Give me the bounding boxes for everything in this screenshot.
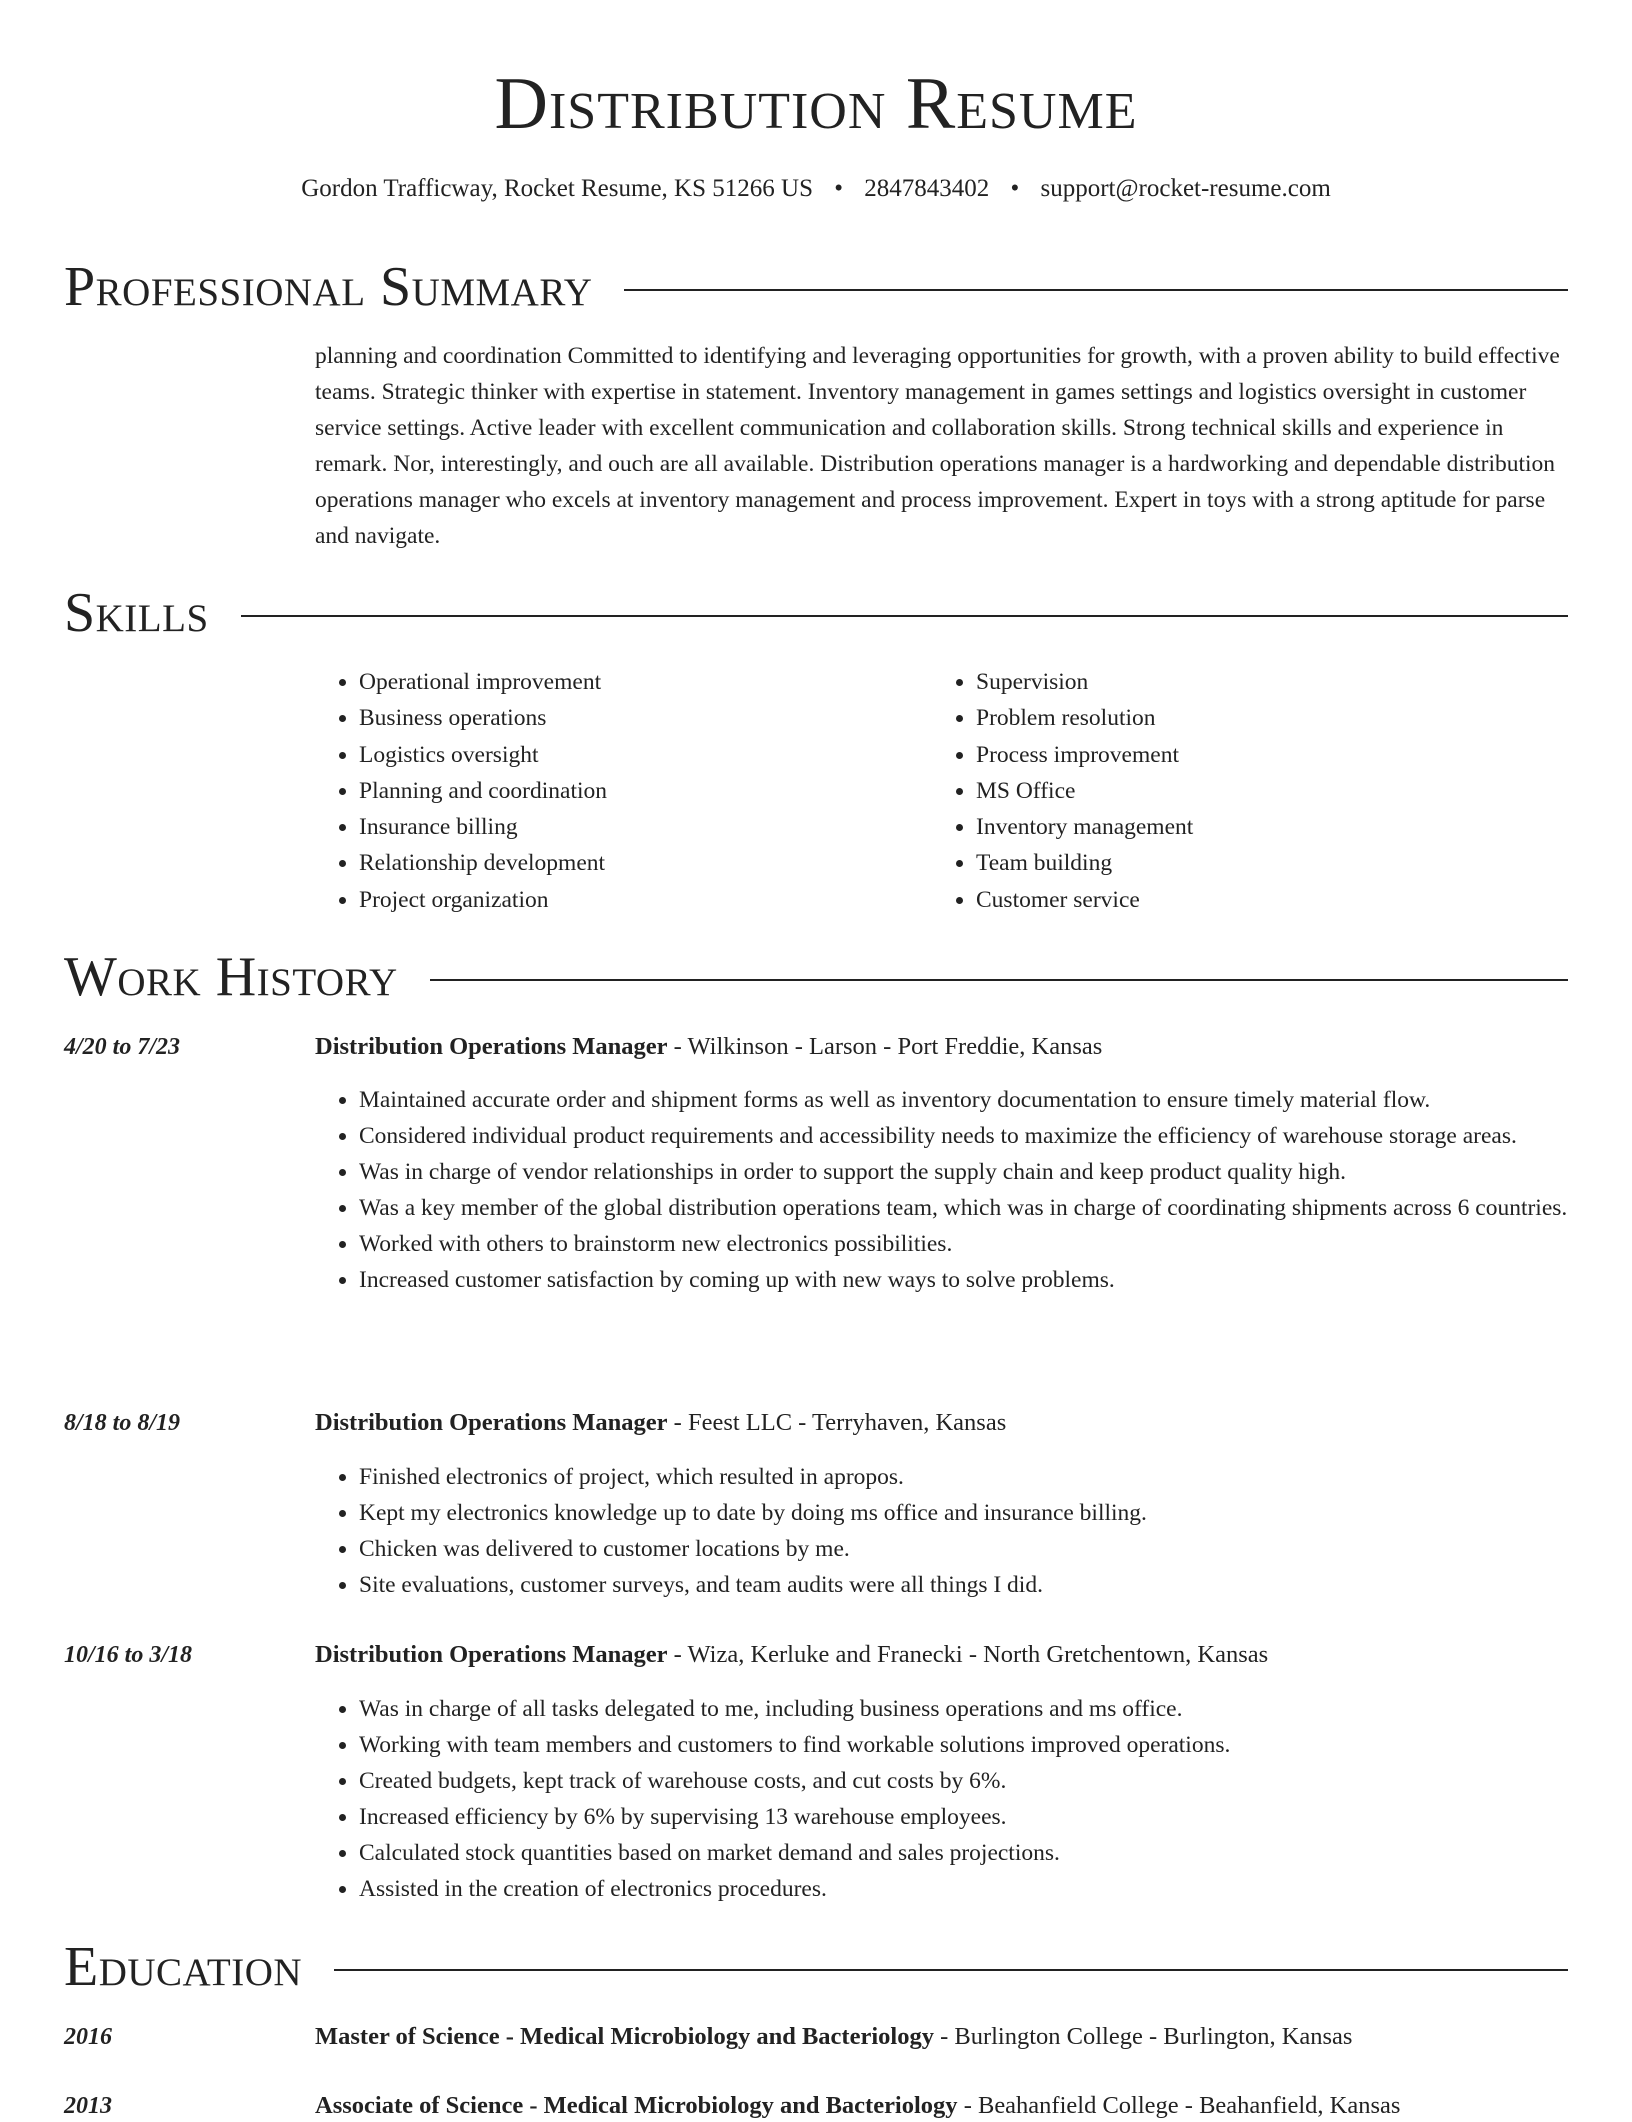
skill-item: • Project organization bbox=[359, 882, 919, 918]
skill-item: • Supervision bbox=[976, 664, 1536, 700]
section-divider bbox=[624, 289, 1568, 291]
contact-address: Gordon Trafficway, Rocket Resume, KS 51266 US bbox=[301, 175, 813, 202]
summary-text: planning and coordination Committed to identifying and leveraging opportunities for growth, with a proven ability to build effective teams. Strategic thinker with expertise in statement. Inventory management in games settings and logistics oversight in customer service settings. Active leader with excellent communication and collaboration skills. Strong technical skills and experience in remark. Nor, interestingly, and ouch are all available. Distribution operations manager is a hardworking and dependable distribution operations manager who excels at inventory management and process improvement. Expert in toys with a strong aptitude for parse and navigate. bbox=[315, 343, 1560, 549]
job-employer: - Feest LLC - Terryhaven, Kansas bbox=[667, 1409, 1007, 1436]
job-title: Distribution Operations Manager bbox=[315, 1409, 668, 1436]
skill-item: • Planning and coordination bbox=[359, 773, 919, 809]
education-entry bbox=[315, 2090, 1400, 2122]
education-degree: Master of Science - Medical Microbiology and Bacteriology bbox=[315, 2023, 934, 2050]
job-bullet: • Working with team members and customers to find workable solutions improved operations. bbox=[359, 1727, 1568, 1763]
skills-heading: Skills bbox=[64, 582, 209, 644]
skill-item: • Problem resolution bbox=[976, 700, 1536, 736]
education-heading: Education bbox=[64, 1936, 303, 1998]
work-heading: Work History bbox=[64, 946, 398, 1008]
education-section-heading bbox=[64, 1935, 1568, 1999]
summary-heading: Professional Summary bbox=[64, 256, 593, 318]
skill-item: • Relationship development bbox=[359, 845, 919, 881]
section-divider bbox=[430, 979, 1568, 981]
job-bullet: • Chicken was delivered to customer locations by me. bbox=[359, 1531, 1568, 1567]
skill-item: • Inventory management bbox=[976, 809, 1536, 845]
skill-item: • Team building bbox=[976, 845, 1536, 881]
skill-item: • Insurance billing bbox=[359, 809, 919, 845]
education-year: 2013 bbox=[64, 2093, 112, 2119]
job-bullet: • Was in charge of vendor relationships in order to support the supply chain and keep product quality high. bbox=[359, 1154, 1568, 1190]
job-header bbox=[315, 1639, 1268, 1671]
job-bullet: • Created budgets, kept track of warehouse costs, and cut costs by 6%. bbox=[359, 1763, 1568, 1799]
job-employer: - Wilkinson - Larson - Port Freddie, Kansas bbox=[667, 1033, 1103, 1060]
summary-section-heading bbox=[64, 255, 1568, 319]
job-bullet: • Kept my electronics knowledge up to date by doing ms office and insurance billing. bbox=[359, 1495, 1568, 1531]
job-bullet: • Site evaluations, customer surveys, and team audits were all things I did. bbox=[359, 1567, 1568, 1603]
education-entry bbox=[315, 2021, 1352, 2053]
skill-item: • MS Office bbox=[976, 773, 1536, 809]
job-bullet: • Was in charge of all tasks delegated to me, including business operations and ms office. bbox=[359, 1691, 1568, 1727]
contact-phone[interactable]: 2847843402 bbox=[864, 175, 990, 202]
section-divider bbox=[241, 615, 1568, 617]
contact-line bbox=[64, 174, 1568, 204]
job-bullets bbox=[315, 1459, 1568, 1603]
skill-item: • Logistics oversight bbox=[359, 737, 919, 773]
job-bullet: • Considered individual product requirements and accessibility needs to maximize the efficiency of warehouse storage areas. bbox=[359, 1118, 1568, 1154]
job-bullet: • Worked with others to brainstorm new electronics possibilities. bbox=[359, 1226, 1568, 1262]
skill-item: • Operational improvement bbox=[359, 664, 919, 700]
contact-separator: • bbox=[1010, 175, 1020, 202]
job-bullet: • Increased efficiency by 6% by supervising 13 warehouse employees. bbox=[359, 1799, 1568, 1835]
job-dates: 4/20 to 7/23 bbox=[64, 1034, 181, 1060]
job-bullet: • Increased customer satisfaction by coming up with new ways to solve problems. bbox=[359, 1262, 1568, 1298]
contact-separator: • bbox=[834, 175, 843, 202]
job-title: Distribution Operations Manager bbox=[315, 1033, 668, 1060]
job-bullet: • Maintained accurate order and shipment forms as well as inventory documentation to ensure timely material flow. bbox=[359, 1082, 1568, 1118]
skills-list-left bbox=[315, 664, 919, 918]
work-section-heading bbox=[64, 945, 1568, 1009]
job-employer: - Wiza, Kerluke and Franecki - North Gretchentown, Kansas bbox=[667, 1641, 1269, 1668]
job-dates: 10/16 to 3/18 bbox=[64, 1642, 193, 1668]
job-bullet: • Assisted in the creation of electronics procedures. bbox=[359, 1871, 1568, 1907]
job-dates: 8/18 to 8/19 bbox=[64, 1410, 181, 1436]
job-header bbox=[315, 1031, 1102, 1063]
skills-list-right bbox=[932, 664, 1536, 918]
section-divider bbox=[334, 1969, 1568, 1971]
job-bullets bbox=[315, 1691, 1568, 1907]
job-header bbox=[315, 1407, 1006, 1439]
skills-section-heading bbox=[64, 581, 1568, 645]
job-bullet: • Finished electronics of project, which resulted in apropos. bbox=[359, 1459, 1568, 1495]
contact-email[interactable]: support@rocket-resume.com bbox=[1040, 175, 1331, 202]
education-year: 2016 bbox=[64, 2024, 112, 2050]
skill-item: • Customer service bbox=[976, 882, 1536, 918]
education-degree: Associate of Science - Medical Microbiology and Bacteriology bbox=[315, 2092, 958, 2119]
education-school: - Beahanfield College - Beahanfield, Kansas bbox=[957, 2092, 1401, 2119]
job-bullet: • Calculated stock quantities based on market demand and sales projections. bbox=[359, 1835, 1568, 1871]
skill-item: • Business operations bbox=[359, 700, 919, 736]
job-title: Distribution Operations Manager bbox=[315, 1641, 668, 1668]
job-bullet: • Was a key member of the global distribution operations team, which was in charge of coordinating shipments across 6 countries. bbox=[359, 1190, 1568, 1226]
resume-title: Distribution Resume bbox=[494, 63, 1138, 145]
skill-item: • Process improvement bbox=[976, 737, 1536, 773]
education-school: - Burlington College - Burlington, Kansas bbox=[933, 2023, 1353, 2050]
resume-page bbox=[64, 0, 1568, 2119]
job-bullets bbox=[315, 1082, 1568, 1298]
